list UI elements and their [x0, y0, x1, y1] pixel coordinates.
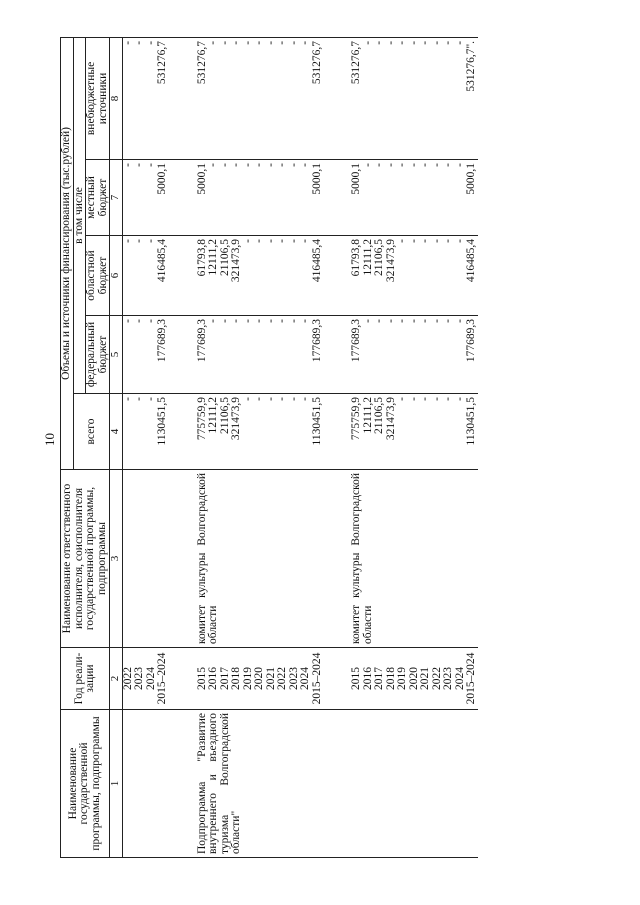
cell-value: - [276, 239, 288, 243]
cell-value: 2018 [384, 667, 397, 690]
cell-value: 1130451,5 [465, 397, 477, 446]
cell-value: 61793,8 [350, 239, 362, 277]
header-year: Год реали-зации [61, 648, 110, 710]
cell-value: 12111,2 [361, 239, 374, 276]
cell-value: - [218, 163, 231, 167]
cell-value: - [396, 40, 408, 45]
cell-value: - [287, 40, 300, 45]
cell-value: - [442, 163, 454, 167]
cell-value: - [430, 319, 443, 323]
header-total: всего [73, 394, 110, 470]
cell-value: - [453, 239, 466, 243]
cell-value: - [276, 40, 288, 45]
cell-value: - [442, 397, 454, 401]
cell-value: 531276,7 [310, 40, 323, 85]
regional-cell [197, 236, 324, 316]
cell-value: 416485,4 [156, 239, 168, 283]
local-cell [122, 160, 169, 236]
header-extra: внебюджетные источники [86, 37, 110, 159]
cell-value: - [253, 319, 265, 323]
cell-value: 21106,5 [218, 239, 231, 276]
col-num: 6 [110, 236, 123, 316]
cell-value: 177689,3 [195, 319, 208, 363]
cell-value: - [230, 163, 242, 167]
cell-value: 2018 [230, 667, 242, 690]
cell-value: - [133, 319, 145, 323]
cell-value: 2023 [442, 667, 454, 690]
cell-value: - [373, 163, 385, 167]
cell-value: 775759,9 [195, 397, 208, 441]
cell-value: - [361, 40, 374, 45]
years-cell [197, 648, 324, 710]
executor-cell [197, 470, 324, 648]
extra-cell [197, 37, 324, 159]
cell-value: 416485,4 [310, 239, 323, 283]
cell-value: - [230, 40, 242, 45]
cell-value: - [144, 397, 157, 401]
cell-value: 12111,2 [207, 397, 219, 434]
cell-value: - [144, 319, 157, 323]
cell-value: - [276, 163, 288, 167]
cell-value: - [442, 239, 454, 243]
cell-value: - [407, 319, 420, 323]
cell-value: - [407, 163, 420, 167]
cell-value: - [144, 40, 157, 45]
cell-value: 416485,4 [465, 239, 477, 283]
cell-value: 12111,2 [207, 239, 219, 276]
cell-value: - [299, 319, 311, 323]
extra-cell [122, 37, 169, 159]
cell-value: - [430, 40, 443, 45]
cell-value: - [121, 40, 134, 45]
cell-value: - [430, 163, 443, 167]
table-row [351, 37, 478, 857]
cell-value: - [361, 319, 374, 323]
col-num: 3 [110, 470, 123, 648]
cell-value: - [133, 397, 145, 401]
cell-value: 2020 [407, 667, 420, 690]
cell-value: 21106,5 [373, 397, 385, 434]
cell-value: - [133, 239, 145, 243]
cell-value: 2021 [264, 667, 277, 690]
cell-value: - [384, 163, 397, 167]
total-cell [197, 394, 324, 470]
cell-value: 321473,9 [384, 239, 397, 283]
cell-value: - [407, 397, 420, 401]
rotated-page [60, 38, 620, 858]
cell-value: 2017 [373, 667, 385, 690]
cell-value: 2015–2024 [465, 652, 477, 705]
total-cell [351, 394, 478, 470]
cell-value: - [299, 239, 311, 243]
cell-value: - [407, 239, 420, 243]
cell-value: - [453, 319, 466, 323]
cell-value: 2021 [419, 667, 431, 690]
col-num: 2 [110, 648, 123, 710]
cell-value: - [241, 163, 254, 167]
cell-value: - [133, 163, 145, 167]
cell-value: 2023 [133, 667, 145, 690]
cell-value: - [253, 397, 265, 401]
cell-value: 2022 [430, 667, 443, 690]
cell-value: 5000,1 [310, 163, 323, 195]
cell-value: - [207, 40, 219, 45]
cell-value: - [264, 239, 277, 243]
cell-value: 177689,3 [156, 319, 168, 363]
cell-value: 531276,7". [465, 40, 477, 92]
table-header [61, 37, 123, 857]
cell-value: - [361, 163, 374, 167]
cell-value: - [384, 40, 397, 45]
cell-value: - [384, 319, 397, 323]
cell-value: 5000,1 [465, 163, 477, 195]
cell-value: 61793,8 [195, 239, 208, 277]
cell-value: - [121, 319, 134, 323]
table-row [197, 37, 324, 857]
cell-value: - [287, 397, 300, 401]
cell-value: 1130451,5 [310, 397, 323, 446]
cell-value: - [218, 40, 231, 45]
cell-value: 2016 [207, 667, 219, 690]
years-cell [122, 648, 169, 710]
cell-value: - [207, 163, 219, 167]
cell-value: 321473,9 [384, 397, 397, 441]
cell-value: 321473,9 [230, 239, 242, 283]
cell-value: 2016 [361, 667, 374, 690]
cell-value: 12111,2 [361, 397, 374, 434]
cell-value: 2015–2024 [156, 652, 168, 705]
cell-value: - [253, 40, 265, 45]
years-cell [351, 648, 478, 710]
federal-cell [197, 316, 324, 394]
program-name-cell [122, 710, 169, 858]
cell-value: - [218, 319, 231, 323]
financing-table [60, 37, 478, 858]
cell-value: - [276, 397, 288, 401]
col-num: 4 [110, 394, 123, 470]
local-cell [197, 160, 324, 236]
cell-value: - [241, 239, 254, 243]
cell-value: 2019 [241, 667, 254, 690]
regional-cell [122, 236, 169, 316]
federal-cell [122, 316, 169, 394]
cell-value: 1130451,5 [156, 397, 168, 446]
program-name-cell [351, 710, 478, 858]
cell-value: - [373, 319, 385, 323]
header-executor: Наименование ответственного исполнителя, соисполнителя государственной программы, подпрограммы [61, 470, 110, 648]
subprogram-name: Подпрограмма "Развитие внутреннего и въездного туризма Волгоградской области" [197, 710, 324, 858]
cell-value: - [419, 397, 431, 401]
cell-value: - [442, 40, 454, 45]
cell-value: - [207, 319, 219, 323]
cell-value: 2015–2024 [310, 652, 323, 705]
cell-value: 2017 [218, 667, 231, 690]
cell-value: - [453, 397, 466, 401]
executor-name: комитет культуры Волгоградской области [195, 473, 219, 644]
cell-value: 5000,1 [350, 163, 362, 195]
cell-value: - [121, 397, 134, 401]
cell-value: - [453, 40, 466, 45]
cell-value: 531276,7 [156, 40, 168, 85]
col-num: 8 [110, 37, 123, 159]
cell-value: - [442, 319, 454, 323]
cell-value: 2015 [350, 667, 362, 690]
cell-value: - [276, 319, 288, 323]
cell-value: - [264, 163, 277, 167]
cell-value: - [264, 397, 277, 401]
executor-cell [351, 470, 478, 648]
cell-value: - [144, 163, 157, 167]
cell-value: 177689,3 [310, 319, 323, 363]
header-financing: Объемы и источники финансирования (тыс.рублей) [61, 37, 74, 469]
header-federal: федеральный бюджет [86, 316, 110, 394]
cell-value: - [264, 319, 277, 323]
cell-value: 5000,1 [195, 163, 208, 195]
cell-value: 177689,3 [465, 319, 477, 363]
page-number: 10 [42, 433, 57, 446]
cell-value: 21106,5 [218, 397, 231, 434]
cell-value: - [287, 163, 300, 167]
cell-value: 2019 [396, 667, 408, 690]
cell-value: 5000,1 [156, 163, 168, 195]
executor-name: комитет культуры Волгоградской области [350, 473, 374, 644]
cell-value: - [264, 40, 277, 45]
cell-value: - [230, 319, 242, 323]
cell-value: 531276,7 [350, 40, 362, 85]
header-program-name: Наименование государственной программы, подпрограммы [61, 710, 110, 858]
cell-value: - [430, 397, 443, 401]
local-cell [351, 160, 478, 236]
table-row [122, 37, 169, 857]
cell-value: 2023 [287, 667, 300, 690]
cell-value: - [241, 397, 254, 401]
header-incl: в том числе [73, 37, 86, 393]
cell-value: - [419, 319, 431, 323]
cell-value: - [121, 163, 134, 167]
cell-value: - [419, 40, 431, 45]
cell-value: - [299, 163, 311, 167]
header-local: местный бюджет [86, 160, 110, 236]
cell-value: - [407, 40, 420, 45]
cell-value: - [430, 239, 443, 243]
col-num: 7 [110, 160, 123, 236]
cell-value: - [144, 239, 157, 243]
cell-value: 2024 [453, 667, 466, 690]
cell-value: 177689,3 [350, 319, 362, 363]
cell-value: - [121, 239, 134, 243]
cell-value: 321473,9 [230, 397, 242, 441]
cell-value: 2022 [121, 667, 134, 690]
cell-value: 2015 [195, 667, 208, 690]
cell-value: - [419, 239, 431, 243]
cell-value: - [396, 397, 408, 401]
cell-value: 2024 [144, 667, 157, 690]
executor-cell [122, 470, 169, 648]
total-cell [122, 394, 169, 470]
cell-value: - [133, 40, 145, 45]
cell-value: - [253, 239, 265, 243]
cell-value: - [299, 397, 311, 401]
col-num: 1 [110, 710, 123, 858]
cell-value: - [241, 40, 254, 45]
cell-value: - [419, 163, 431, 167]
col-num: 5 [110, 316, 123, 394]
cell-value: - [396, 239, 408, 243]
cell-value: 2020 [253, 667, 265, 690]
cell-value: - [396, 319, 408, 323]
cell-value: 2024 [299, 667, 311, 690]
cell-value: 2022 [276, 667, 288, 690]
cell-value: - [453, 163, 466, 167]
cell-value: - [396, 163, 408, 167]
cell-value: 775759,9 [350, 397, 362, 441]
header-regional: областной бюджет [86, 236, 110, 316]
cell-value: - [373, 40, 385, 45]
federal-cell [351, 316, 478, 394]
cell-value: - [299, 40, 311, 45]
cell-value: - [241, 319, 254, 323]
regional-cell [351, 236, 478, 316]
extra-cell [351, 37, 478, 159]
cell-value: - [287, 239, 300, 243]
cell-value: - [253, 163, 265, 167]
cell-value: 21106,5 [373, 239, 385, 276]
cell-value: - [287, 319, 300, 323]
cell-value: 531276,7 [195, 40, 208, 85]
